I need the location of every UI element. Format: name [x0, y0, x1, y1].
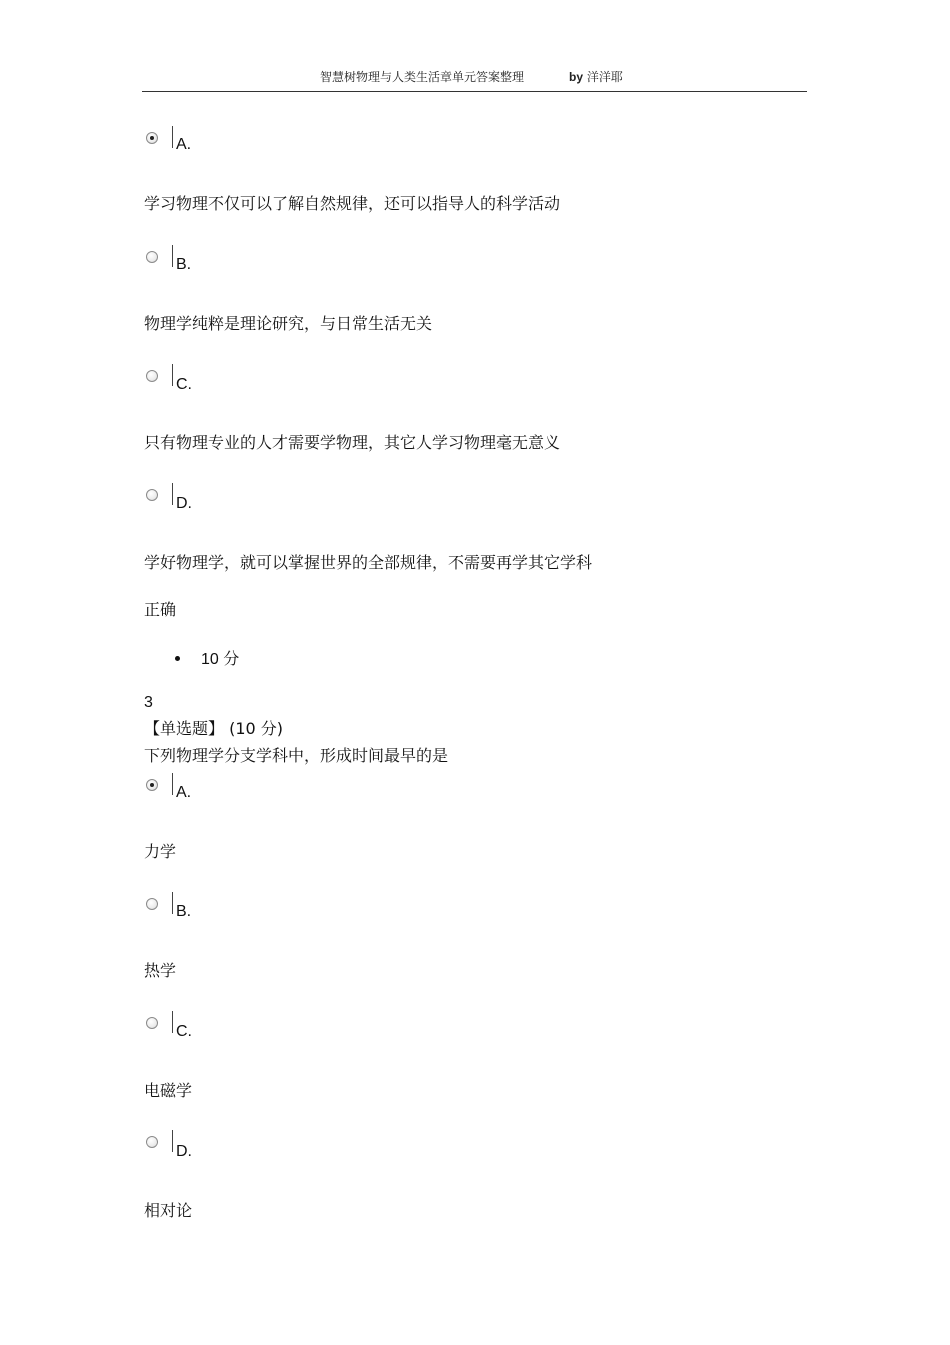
q2-option-b-text: 物理学纯粹是理论研究，与日常生活无关: [144, 314, 433, 333]
document-title: 智慧树物理与人类生活章单元答案整理: [320, 70, 525, 84]
q2-option-a-text: 学习物理不仅可以了解自然规律，还可以指导人的科学活动: [144, 194, 561, 213]
page-header: [142, 66, 807, 92]
q3-option-b-text: 热学: [144, 961, 177, 980]
q3-number: 3: [144, 694, 153, 711]
q3-option-a-radio[interactable]: [146, 779, 158, 791]
divider: [172, 1130, 173, 1152]
q2-option-d-text: 学好物理学，就可以掌握世界的全部规律，不需要再学其它学科: [144, 553, 593, 572]
q2-option-b-letter: B.: [176, 256, 192, 273]
divider: [172, 892, 173, 914]
divider: [172, 483, 173, 505]
divider: [172, 1011, 173, 1033]
q3-option-c-text: 电磁学: [144, 1081, 193, 1100]
divider: [172, 126, 173, 148]
q2-option-c-text: 只有物理专业的人才需要学物理，其它人学习物理毫无意义: [144, 433, 561, 452]
q2-result: 正确: [144, 600, 177, 619]
q2-option-b-radio[interactable]: [146, 251, 158, 263]
q2-option-d-letter: D.: [176, 495, 192, 512]
q3-type: 【单选题】 (10 分): [144, 719, 284, 738]
divider: [172, 245, 173, 267]
q3-option-b-letter: B.: [176, 903, 192, 920]
q2-option-c-letter: C.: [176, 376, 192, 393]
q3-stem: 下列物理学分支学科中，形成时间最早的是: [144, 746, 449, 765]
q3-option-a-text: 力学: [144, 842, 177, 861]
divider: [172, 364, 173, 386]
author-name: 洋洋耶: [586, 70, 623, 84]
author-credit: [569, 68, 623, 85]
q2-option-c-radio[interactable]: [146, 370, 158, 382]
bullet-icon: [175, 656, 180, 661]
by-label: by: [569, 70, 584, 84]
q3-option-d-text: 相对论: [144, 1201, 193, 1220]
q2-option-a-letter: A.: [176, 136, 192, 153]
q2-score: 10 分: [201, 651, 240, 668]
q3-option-b-radio[interactable]: [146, 898, 158, 910]
q3-option-c-radio[interactable]: [146, 1017, 158, 1029]
q2-option-a-radio[interactable]: [146, 132, 158, 144]
q3-option-d-letter: D.: [176, 1143, 192, 1160]
q2-option-d-radio[interactable]: [146, 489, 158, 501]
q3-option-a-letter: A.: [176, 784, 192, 801]
q3-option-d-radio[interactable]: [146, 1136, 158, 1148]
divider: [172, 773, 173, 795]
q3-option-c-letter: C.: [176, 1023, 192, 1040]
